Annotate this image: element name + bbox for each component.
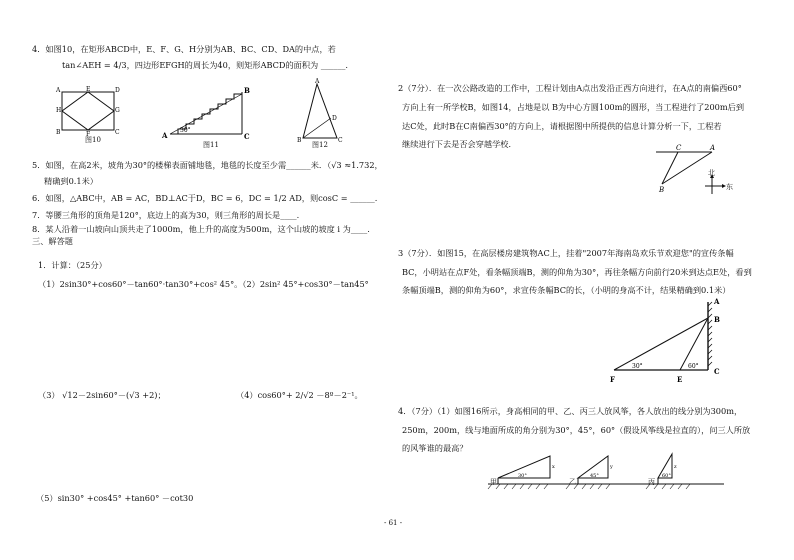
svg-text:C: C: [714, 367, 720, 376]
q4r-line3: 的风筝谁的最高？: [402, 443, 468, 453]
svg-text:B: B: [244, 86, 250, 95]
fig16-jia: 甲: [490, 478, 497, 486]
q2-line4: 继续进行下去是否会穿越学校．: [402, 139, 517, 149]
figure-11: [160, 86, 250, 142]
figure-12: [295, 80, 345, 144]
calc-3: （3） √12－2sin60°－(√3 +2)；: [38, 390, 166, 400]
svg-text:G: G: [115, 107, 120, 114]
svg-text:B: B: [714, 315, 720, 324]
q2-line2: 方向上有一所学校B，如图14，占地是以 B为中心方圆100m的圆形，当工程进行了200m后到: [402, 102, 745, 112]
svg-text:C: C: [676, 144, 682, 152]
svg-text:D: D: [332, 115, 337, 122]
east-label: 东: [726, 183, 733, 191]
q7: 7．等腰三角形的顶角是120°，底边上的高为30，则三角形的周长是____.: [32, 210, 300, 220]
q4r-line2: 250m，200m，线与地面所成的角分别为30°，45°，60°（假设风筝线是拉直的），问三人所放: [402, 425, 751, 435]
svg-text:A: A: [56, 87, 61, 94]
svg-text:E: E: [86, 86, 91, 93]
svg-text:A: A: [714, 297, 720, 306]
svg-text:D: D: [115, 87, 120, 94]
svg-text:A: A: [162, 131, 168, 140]
fig10-caption: 图10: [85, 136, 101, 144]
svg-text:60°: 60°: [688, 363, 699, 370]
q5-line1: 5．如图，在高2米，坡角为30°的楼梯表面铺地毯，地毯的长度至少需______米．（√3 ≈1.732，: [32, 160, 383, 170]
svg-text:60°: 60°: [662, 473, 671, 479]
svg-text:C: C: [338, 137, 343, 144]
q6: 6．如图，△ABC中，AB = AC，BD⊥AC于D，BC = 6，DC = 1/2 AD，则cosC = ______.: [32, 193, 378, 203]
svg-text:E: E: [677, 375, 683, 384]
q8: 8．某人沿着一山坡向山顶共走了1000m，他上升的高度为500m，这个山坡的坡度 i 为____.: [32, 224, 370, 234]
svg-text:C: C: [244, 132, 250, 141]
svg-text:F: F: [610, 375, 615, 384]
figure-16: [486, 450, 726, 498]
svg-text:A: A: [315, 78, 320, 85]
svg-text:F: F: [86, 131, 91, 138]
q2-line1: 2（7分）．在一次公路改造的工作中，工程计划由A点出发沿正西方向进行，在A点的南偏西60°: [398, 83, 742, 93]
svg-text:B: B: [297, 137, 302, 144]
q4r-line1: 4．（7分）（1）如图16所示，身高相同的甲、乙、丙三人放风筝，各人放出的线分别为300m，: [398, 406, 743, 416]
svg-text:y: y: [610, 464, 613, 470]
svg-text:30°: 30°: [632, 363, 643, 370]
q3-line1: 3（7分）．如图15，在高层楼房建筑物AC上，挂着"2007年海南岛欢乐节欢迎您"的宣传条幅: [398, 248, 734, 258]
q4-line2: tan∠AEH = 4/3，四边形EFGH的周长为40，则矩形ABCD的面积为 ______.: [62, 60, 349, 70]
fig16-bing: 丙: [648, 478, 655, 486]
north-label: 北: [708, 169, 715, 177]
svg-text:30°: 30°: [180, 127, 191, 134]
fig16-yi: 乙: [569, 478, 576, 486]
figure-15: [606, 296, 746, 388]
q4-line1: 4．如图10，在矩形ABCD中，E、F、G、H分别为AB、BC、CD、DA的中点，若: [32, 44, 336, 54]
calc-4: （4）cos60°+ 2/√2 －8º－2⁻¹。: [236, 390, 363, 400]
section-3-heading: 三、解答题: [32, 236, 73, 246]
svg-text:B: B: [56, 129, 61, 136]
svg-text:H: H: [56, 107, 62, 114]
fig12-caption: 图12: [312, 141, 328, 149]
q3-line2: BC，小明站在点F处，看条幅顶端B，测的仰角为30°，再往条幅方向前行20米到达点E处，看到: [402, 267, 752, 277]
svg-text:A: A: [710, 144, 716, 152]
q2-line3: 达C处，此时B在C南偏西30°的方向上，请根据图中所提供的信息计算分析一下，工程若: [402, 121, 722, 131]
page-number: - 61 -: [384, 519, 403, 527]
svg-text:B: B: [659, 186, 665, 194]
svg-text:x: x: [552, 464, 555, 470]
svg-text:30°: 30°: [518, 473, 527, 479]
calc-title: 1．计算：（25分）: [38, 260, 107, 270]
q5-line2: 精确到0.1米）: [44, 176, 98, 186]
calc-5: （5）sin30° +cos45° +tan60° －cot30: [36, 493, 194, 503]
q3-line3: 条幅顶端B，测的仰角为60°，求宣传条幅BC的长，（小明的身高不计，结果精确到0.1米）: [402, 285, 731, 295]
svg-text:z: z: [674, 464, 677, 470]
svg-text:45°: 45°: [590, 473, 599, 479]
calc-1-2: （1）2sin30°+cos60°－tan60°·tan30°+cos² 45°。（2）2sin² 45°+cos30°－tan45°: [38, 279, 369, 289]
svg-text:C: C: [115, 129, 120, 136]
fig11-caption: 图11: [203, 141, 219, 149]
